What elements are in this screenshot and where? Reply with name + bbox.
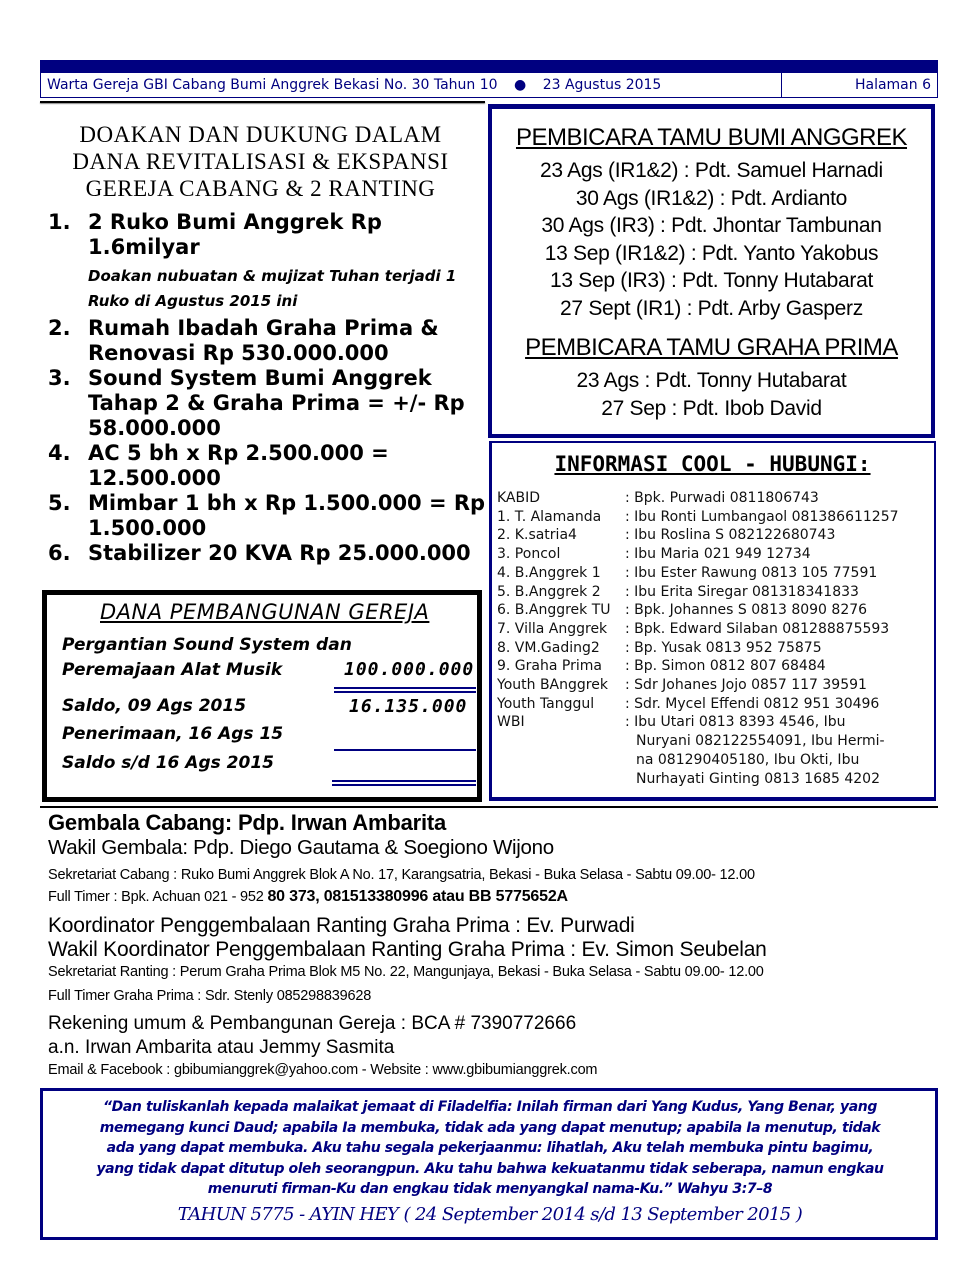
- header-rule: [40, 101, 485, 103]
- contact-group: KABID: [497, 490, 541, 506]
- contact-row: [497, 564, 932, 583]
- koordinator-ranting: Koordinator Penggembalaan Ranting Graha Prima : Ev. Purwadi: [48, 914, 635, 937]
- contact-row: [497, 583, 932, 602]
- contact-person-line: : Ibu Utari 0813 8393 4546, Ibu: [625, 714, 846, 731]
- fund-item: [48, 316, 488, 366]
- fund-item-number: 2.: [48, 316, 71, 340]
- gembala-cabang: Gembala Cabang: Pdp. Irwan Ambarita: [48, 810, 447, 835]
- sekretariat-ranting: Sekretariat Ranting : Perum Graha Prima Blok M5 No. 22, Mangunjaya, Bekasi - Buka Selasa - Sabtu 09.00- 12.00: [48, 964, 764, 980]
- fund-item-text: AC 5 bh x Rp 2.500.000 = 12.500.000: [88, 441, 389, 490]
- contact-row: [497, 676, 932, 695]
- fund-item-number: 3.: [48, 366, 71, 390]
- fund-item-text: 2 Ruko Bumi Anggrek Rp 1.6milyar: [88, 210, 382, 259]
- double-underline: [334, 687, 476, 693]
- doakan-title-line: DOAKAN DAN DUKUNG DALAM: [79, 122, 442, 147]
- newsletter-date: 23 Agustus 2015: [542, 77, 662, 93]
- contact-group: 2. K.satria4: [497, 527, 577, 544]
- full-timer-graha-prima: Full Timer Graha Prima : Sdr. Stenly 085298839628: [48, 988, 372, 1004]
- contact-group: 8. VM.Gading2: [497, 639, 600, 656]
- contact-person: : Sdr Johanes Jojo 0857 117 39591: [625, 677, 867, 694]
- fund-list: [48, 210, 488, 566]
- contact-group: 4. B.Anggrek 1: [497, 564, 601, 581]
- full-timer: [48, 888, 568, 906]
- speaker-entry: 13 Sep (IR1&2) : Pdt. Yanto Yakobus: [544, 241, 879, 265]
- contact-row: [497, 545, 932, 564]
- fund-item: [48, 366, 488, 441]
- contact-group: 6. B.Anggrek TU: [497, 602, 611, 619]
- contact-person-line: na 081290405180, Ibu Okti, Ibu: [636, 751, 860, 768]
- speaker-entry: 30 Ags (IR3) : Pdt. Jhontar Tambunan: [541, 214, 882, 237]
- newsletter-header: [40, 73, 782, 98]
- rekening: Rekening umum & Pembangunan Gereja : BCA # 7390772666: [48, 1013, 577, 1034]
- doakan-title-line: GEREJA CABANG & 2 RANTING: [85, 176, 436, 201]
- atas-nama: a.n. Irwan Ambarita atau Jemmy Sasmita: [48, 1037, 395, 1058]
- contact-person-line: Nuryani 082122554091, Ibu Hermi-: [636, 733, 885, 750]
- fund-item-text: Stabilizer 20 KVA Rp 25.000.000: [88, 541, 471, 565]
- fund-item-text: Sound System Bumi Anggrek Tahap 2 & Graha Prima = +/- Rp 58.000.000: [88, 366, 465, 440]
- fund-item: [48, 491, 488, 541]
- dana-target-value: 100.000.000: [344, 659, 475, 680]
- speaker-entry: 30 Ags (IR1&2) : Pdt. Ardianto: [575, 186, 848, 210]
- contact-person: : Sdr. Mycel Effendi 0812 951 30496: [625, 695, 880, 712]
- contact-person: : Bp. Yusak 0813 952 75875: [625, 639, 822, 656]
- fund-item-number: 4.: [48, 441, 71, 465]
- fund-item-number: 6.: [48, 541, 71, 565]
- contact-row: [497, 508, 932, 527]
- speakers-bumi-title: PEMBICARA TAMU BUMI ANGGREK: [515, 124, 908, 151]
- single-underline: [334, 749, 476, 751]
- info-cool-title: INFORMASI COOL - HUBUNGI:: [554, 452, 871, 476]
- verse-line: “Dan tuliskanlah kepada malaikat jemaat di Filadelfia: Inilah firman dari Yang Kudus, Yang Benar, yang: [103, 1099, 877, 1115]
- contact-group: 7. Villa Anggrek: [497, 620, 608, 637]
- contact-person: : Bpk. Purwadi 0811806743: [625, 490, 819, 506]
- contact-group: 9. Graha Prima: [497, 658, 602, 675]
- contact-person: : Ibu Erita Siregar 081318341833: [625, 583, 859, 600]
- contact-row: [497, 713, 932, 788]
- contact-person: [625, 713, 932, 788]
- contact-person: : Ibu Maria 021 949 12734: [625, 546, 811, 563]
- speaker-entry: 13 Sep (IR3) : Pdt. Tonny Hutabarat: [550, 269, 873, 292]
- contact-person: : Ibu Ester Rawung 0813 105 77591: [625, 564, 878, 581]
- contact-row: [497, 657, 932, 676]
- full-timer-prefix: Full Timer : Bpk. Achuan 021 - 952: [48, 889, 268, 905]
- contact-person: : Ibu Ronti Lumbangaol 081386611257: [625, 508, 899, 525]
- contact-row: [497, 639, 932, 658]
- fund-item-number: 5.: [48, 491, 71, 515]
- hebrew-year: TAHUN 5775 - AYIN HEY ( 24 September 2014 s/d 13 September 2015 ): [177, 1204, 803, 1225]
- sekretariat-cabang: Sekretariat Cabang : Ruko Bumi Anggrek Blok A No. 17, Karangsatria, Bekasi - Buka Selasa - Sabtu 09.00- 12.00: [48, 867, 755, 883]
- contact-info: Email & Facebook : gbibumianggrek@yahoo.com - Website : www.gbibumianggrek.com: [48, 1062, 598, 1078]
- newsletter-title: Warta Gereja GBI Cabang Bumi Anggrek Bekasi No. 30 Tahun 10: [47, 77, 498, 93]
- speakers-graha-title: PEMBICARA TAMU GRAHA PRIMA: [525, 334, 898, 361]
- dana-target-label: Peremajaan Alat Musik: [62, 660, 283, 680]
- fund-item: [48, 210, 488, 316]
- contact-group: 5. B.Anggrek 2: [497, 583, 601, 600]
- info-cool-list: [497, 489, 932, 788]
- bible-verse: [60, 1097, 920, 1200]
- dana-saldo-value: 16.135.000: [349, 696, 468, 717]
- speakers-graha-list: [488, 367, 935, 422]
- verse-line: memegang kunci Daud; apabila Ia membuka, tidak ada yang dapat menutup; apabila Ia menutup, tidak: [99, 1119, 881, 1136]
- dana-target-label: Pergantian Sound System dan: [62, 635, 352, 655]
- speaker-entry: 23 Ags (IR1&2) : Pdt. Samuel Harnadi: [540, 159, 883, 182]
- wakil-gembala: Wakil Gembala: Pdp. Diego Gautama & Soegiono Wijono: [48, 836, 554, 859]
- page-number: Halaman 6: [782, 73, 938, 98]
- fund-item-text: Rumah Ibadah Graha Prima & Renovasi Rp 530.000.000: [88, 316, 439, 365]
- contact-group: Youth Tanggul: [497, 695, 595, 712]
- speakers-bumi-list: [488, 157, 935, 322]
- doakan-title: [48, 121, 473, 202]
- fund-item-text: Mimbar 1 bh x Rp 1.500.000 = Rp 1.500.000: [88, 491, 486, 540]
- contact-person: : Bpk. Johannes S 0813 8090 8276: [625, 602, 868, 619]
- wakil-koordinator-ranting: Wakil Koordinator Penggembalaan Ranting Graha Prima : Ev. Simon Seubelan: [48, 938, 767, 961]
- contact-group: Youth BAnggrek: [497, 677, 608, 694]
- fund-item-note: Doakan nubuatan & mujizat Tuhan terjadi 1 Ruko di Agustus 2015 ini: [88, 267, 457, 310]
- section-divider: [40, 806, 938, 808]
- header-bar: [40, 60, 938, 73]
- dana-saldo-label: Saldo, 09 Ags 2015: [62, 696, 247, 716]
- dana-saldo-sd-label: Saldo s/d 16 Ags 2015: [62, 753, 274, 773]
- fund-item-number: 1.: [48, 210, 71, 234]
- contact-row: [497, 601, 932, 620]
- verse-line: menuruti firman-Ku dan engkau tidak menyangkal nama-Ku.” Wahyu 3:7–8: [207, 1181, 773, 1197]
- contact-group: 1. T. Alamanda: [497, 508, 602, 525]
- contact-group: 3. Poncol: [497, 546, 561, 563]
- verse-line: yang tidak dapat ditutup oleh seorangpun. Aku tahu bahwa kekuatanmu tidak seberapa, namun engkau: [96, 1160, 884, 1177]
- contact-row: [497, 489, 932, 508]
- contact-person: : Ibu Roslina S 082122680743: [625, 527, 836, 544]
- doakan-title-line: DANA REVITALISASI & EKSPANSI: [72, 149, 449, 174]
- fund-item: [48, 441, 488, 491]
- double-underline: [332, 780, 476, 786]
- dana-title: DANA PEMBANGUNAN GEREJA: [100, 600, 430, 624]
- bullet-separator: ●: [514, 77, 527, 93]
- speaker-entry: 27 Sep : Pdt. Ibob David: [601, 396, 822, 420]
- contact-row: [497, 695, 932, 714]
- fund-item: [48, 541, 488, 566]
- contact-person: : Bp. Simon 0812 807 68484: [625, 658, 826, 675]
- contact-row: [497, 526, 932, 545]
- contact-person-line: Nurhayati Ginting 0813 1685 4202: [636, 770, 880, 787]
- full-timer-contact: 80 373, 081513380996 atau BB 5775652A: [267, 888, 568, 905]
- speaker-entry: 23 Ags : Pdt. Tonny Hutabarat: [576, 369, 847, 392]
- contact-row: [497, 620, 932, 639]
- contact-group: WBI: [497, 714, 525, 731]
- contact-person: : Bpk. Edward Silaban 081288875593: [625, 620, 890, 637]
- speaker-entry: 27 Sept (IR1) : Pdt. Arby Gasperz: [560, 296, 863, 320]
- dana-penerimaan-label: Penerimaan, 16 Ags 15: [62, 724, 284, 744]
- verse-line: ada yang dapat membuka. Aku tahu segala pekerjaanmu: lihatlah, Aku telah membuka pintu bagimu,: [106, 1140, 874, 1156]
